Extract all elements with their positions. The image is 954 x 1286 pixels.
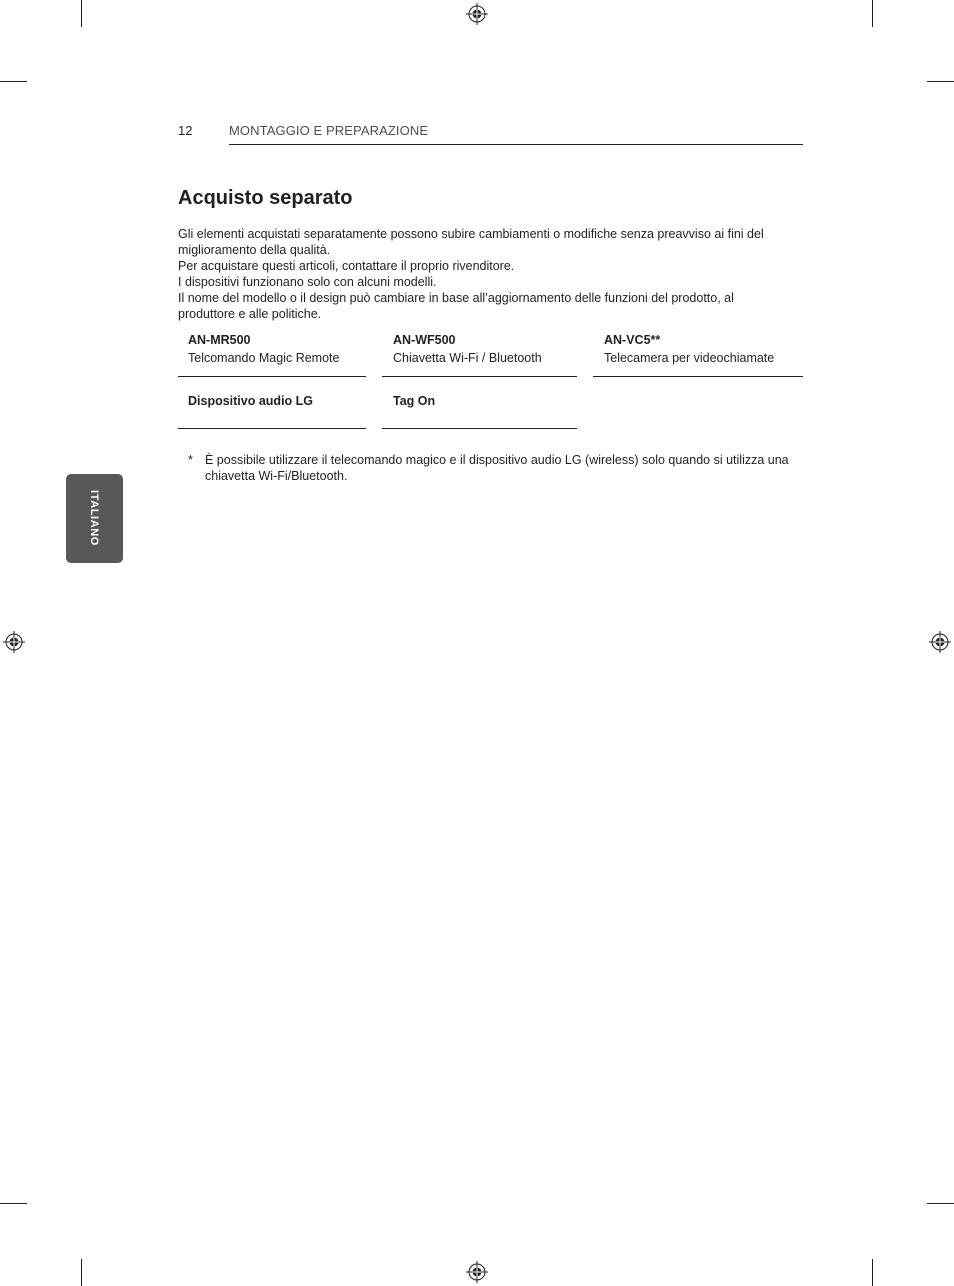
section-title: MONTAGGIO E PREPARAZIONE [229, 123, 429, 138]
accessory-description: Chiavetta Wi-Fi / Bluetooth [393, 351, 542, 365]
table-divider [178, 428, 366, 429]
crop-mark [0, 81, 27, 82]
crop-mark [81, 1259, 82, 1286]
registration-mark-icon [3, 631, 25, 653]
accessory-item [393, 392, 435, 410]
language-tab [66, 474, 123, 563]
header-divider [229, 144, 803, 145]
page-number: 12 [178, 123, 193, 138]
crop-mark [0, 1203, 27, 1204]
accessory-code: AN-VC5** [604, 333, 661, 347]
accessory-item [188, 331, 339, 367]
table-divider [382, 428, 577, 429]
crop-mark [81, 0, 82, 27]
page-title: Acquisto separato [178, 187, 353, 209]
registration-mark-icon [929, 631, 951, 653]
accessory-code: Tag On [393, 394, 436, 408]
intro-paragraph: I dispositivi funzionano solo con alcuni modelli. [178, 275, 437, 289]
intro-paragraph: Gli elementi acquistati separatamente possono subire cambiamenti o modifiche senza preavviso ai fini del miglioramento della qualità. [178, 227, 764, 257]
crop-mark [927, 81, 954, 82]
footnote [188, 452, 803, 484]
accessory-description: Telecamera per videochiamate [604, 351, 775, 365]
accessory-description: Telcomando Magic Remote [188, 351, 340, 365]
accessory-code: AN-WF500 [393, 333, 456, 347]
intro-text [178, 226, 808, 322]
table-divider [593, 376, 803, 377]
crop-mark [927, 1203, 954, 1204]
registration-mark-icon [466, 1261, 488, 1283]
accessory-item [604, 331, 774, 367]
intro-paragraph: Per acquistare questi articoli, contattare il proprio rivenditore. [178, 259, 515, 273]
registration-mark-icon [466, 3, 488, 25]
footnote-marker: * [188, 453, 193, 467]
accessory-code: AN-MR500 [188, 333, 251, 347]
intro-paragraph: Il nome del modello o il design può cambiare in base all’aggiornamento delle funzioni del prodotto, al produttore e alle politiche. [178, 291, 734, 321]
accessory-item [393, 331, 542, 367]
table-divider [178, 376, 366, 377]
accessory-item [188, 392, 313, 410]
crop-mark [872, 1259, 873, 1286]
accessory-code: Dispositivo audio LG [188, 394, 314, 408]
language-label: ITALIANO [88, 490, 100, 546]
footnote-text: È possibile utilizzare il telecomando magico e il dispositivo audio LG (wireless) solo quando si utilizza una chiavetta Wi-Fi/Bluetooth. [205, 453, 789, 483]
crop-mark [872, 0, 873, 27]
table-divider [382, 376, 577, 377]
